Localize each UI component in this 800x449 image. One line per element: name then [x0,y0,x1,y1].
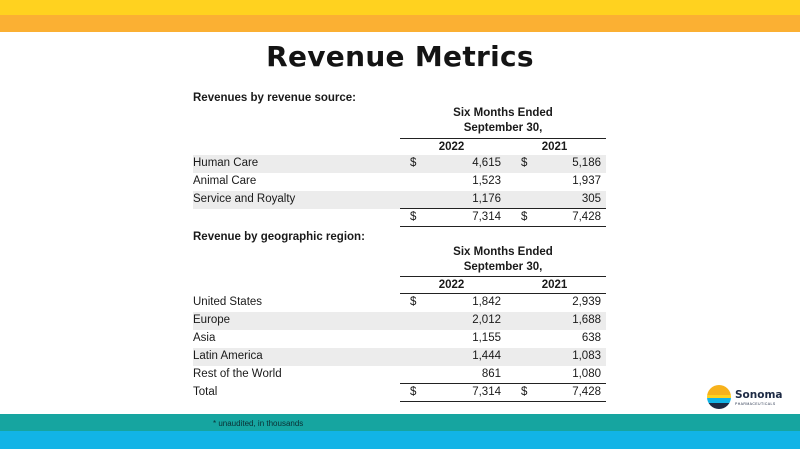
value-2022: 1,523 [472,175,501,187]
table-row [193,312,606,330]
row-label: Total [193,386,218,398]
row-label: Human Care [193,157,259,169]
value-2021: 2,939 [572,296,601,308]
value-2021: 305 [581,193,601,205]
value-2022: 861 [481,368,501,380]
row-label: Animal Care [193,175,257,187]
footnote: * unaudited, in thousands [213,419,304,428]
source-period-line2: September 30, [463,122,543,134]
source-year-2021: 2021 [541,141,568,153]
region-period-line1: Six Months Ended [453,246,553,258]
top-yellow-band [0,0,800,15]
value-2021: 7,428 [572,386,601,398]
value-2021: 1,937 [572,175,601,187]
value-2022: 1,176 [472,193,501,205]
page-title: Revenue Metrics [266,40,534,73]
row-label: Service and Royalty [193,193,296,205]
source-total-row [193,209,606,227]
value-2021: 638 [581,332,601,344]
bottom-blue-band [0,431,800,449]
value-2022: 1,842 [472,296,501,308]
value-2022: 1,444 [472,350,501,362]
table-row [193,191,606,209]
row-label: Latin America [193,350,263,362]
currency-symbol-2022: $ [410,157,417,169]
region-header-rule [400,276,606,277]
row-label: Rest of the World [193,368,282,380]
sun-over-water-icon [706,384,732,410]
table-row [193,173,606,191]
region-year-2022: 2022 [438,279,465,291]
value-2022: 7,314 [472,211,501,223]
region-year-2021: 2021 [541,279,568,291]
value-2021: 5,186 [572,157,601,169]
currency-symbol-2022: $ [410,296,417,308]
source-header-rule [400,138,606,139]
value-2022: 4,615 [472,157,501,169]
source-year-2022: 2022 [438,141,465,153]
currency-symbol-2021: $ [521,386,528,398]
logo-tagline: PHARMACEUTICALS [735,402,776,406]
row-label: Europe [193,314,231,326]
source-section-label: Revenues by revenue source: [193,92,356,104]
logo-wordmark: Sonoma [735,389,783,401]
currency-symbol-2022: $ [410,386,417,398]
row-label: Asia [193,332,216,344]
table-row [193,330,606,348]
value-2022: 1,155 [472,332,501,344]
source-period-line1: Six Months Ended [453,107,553,119]
table-row [193,294,606,312]
top-orange-band [0,15,800,32]
source-total-rule-bottom [400,226,606,227]
region-total-rule-bottom [400,401,606,402]
currency-symbol-2022: $ [410,211,417,223]
region-total-row [193,384,606,402]
currency-symbol-2021: $ [521,157,528,169]
region-period-line2: September 30, [463,261,543,273]
company-logo [706,380,792,416]
bottom-teal-band [0,414,800,431]
value-2022: 7,314 [472,386,501,398]
value-2021: 1,080 [572,368,601,380]
row-label: United States [193,296,263,308]
table-row [193,366,606,384]
value-2021: 1,083 [572,350,601,362]
value-2021: 7,428 [572,211,601,223]
table-row [193,348,606,366]
value-2021: 1,688 [572,314,601,326]
region-section-label: Revenue by geographic region: [193,231,365,243]
value-2022: 2,012 [472,314,501,326]
table-row [193,155,606,173]
currency-symbol-2021: $ [521,211,528,223]
